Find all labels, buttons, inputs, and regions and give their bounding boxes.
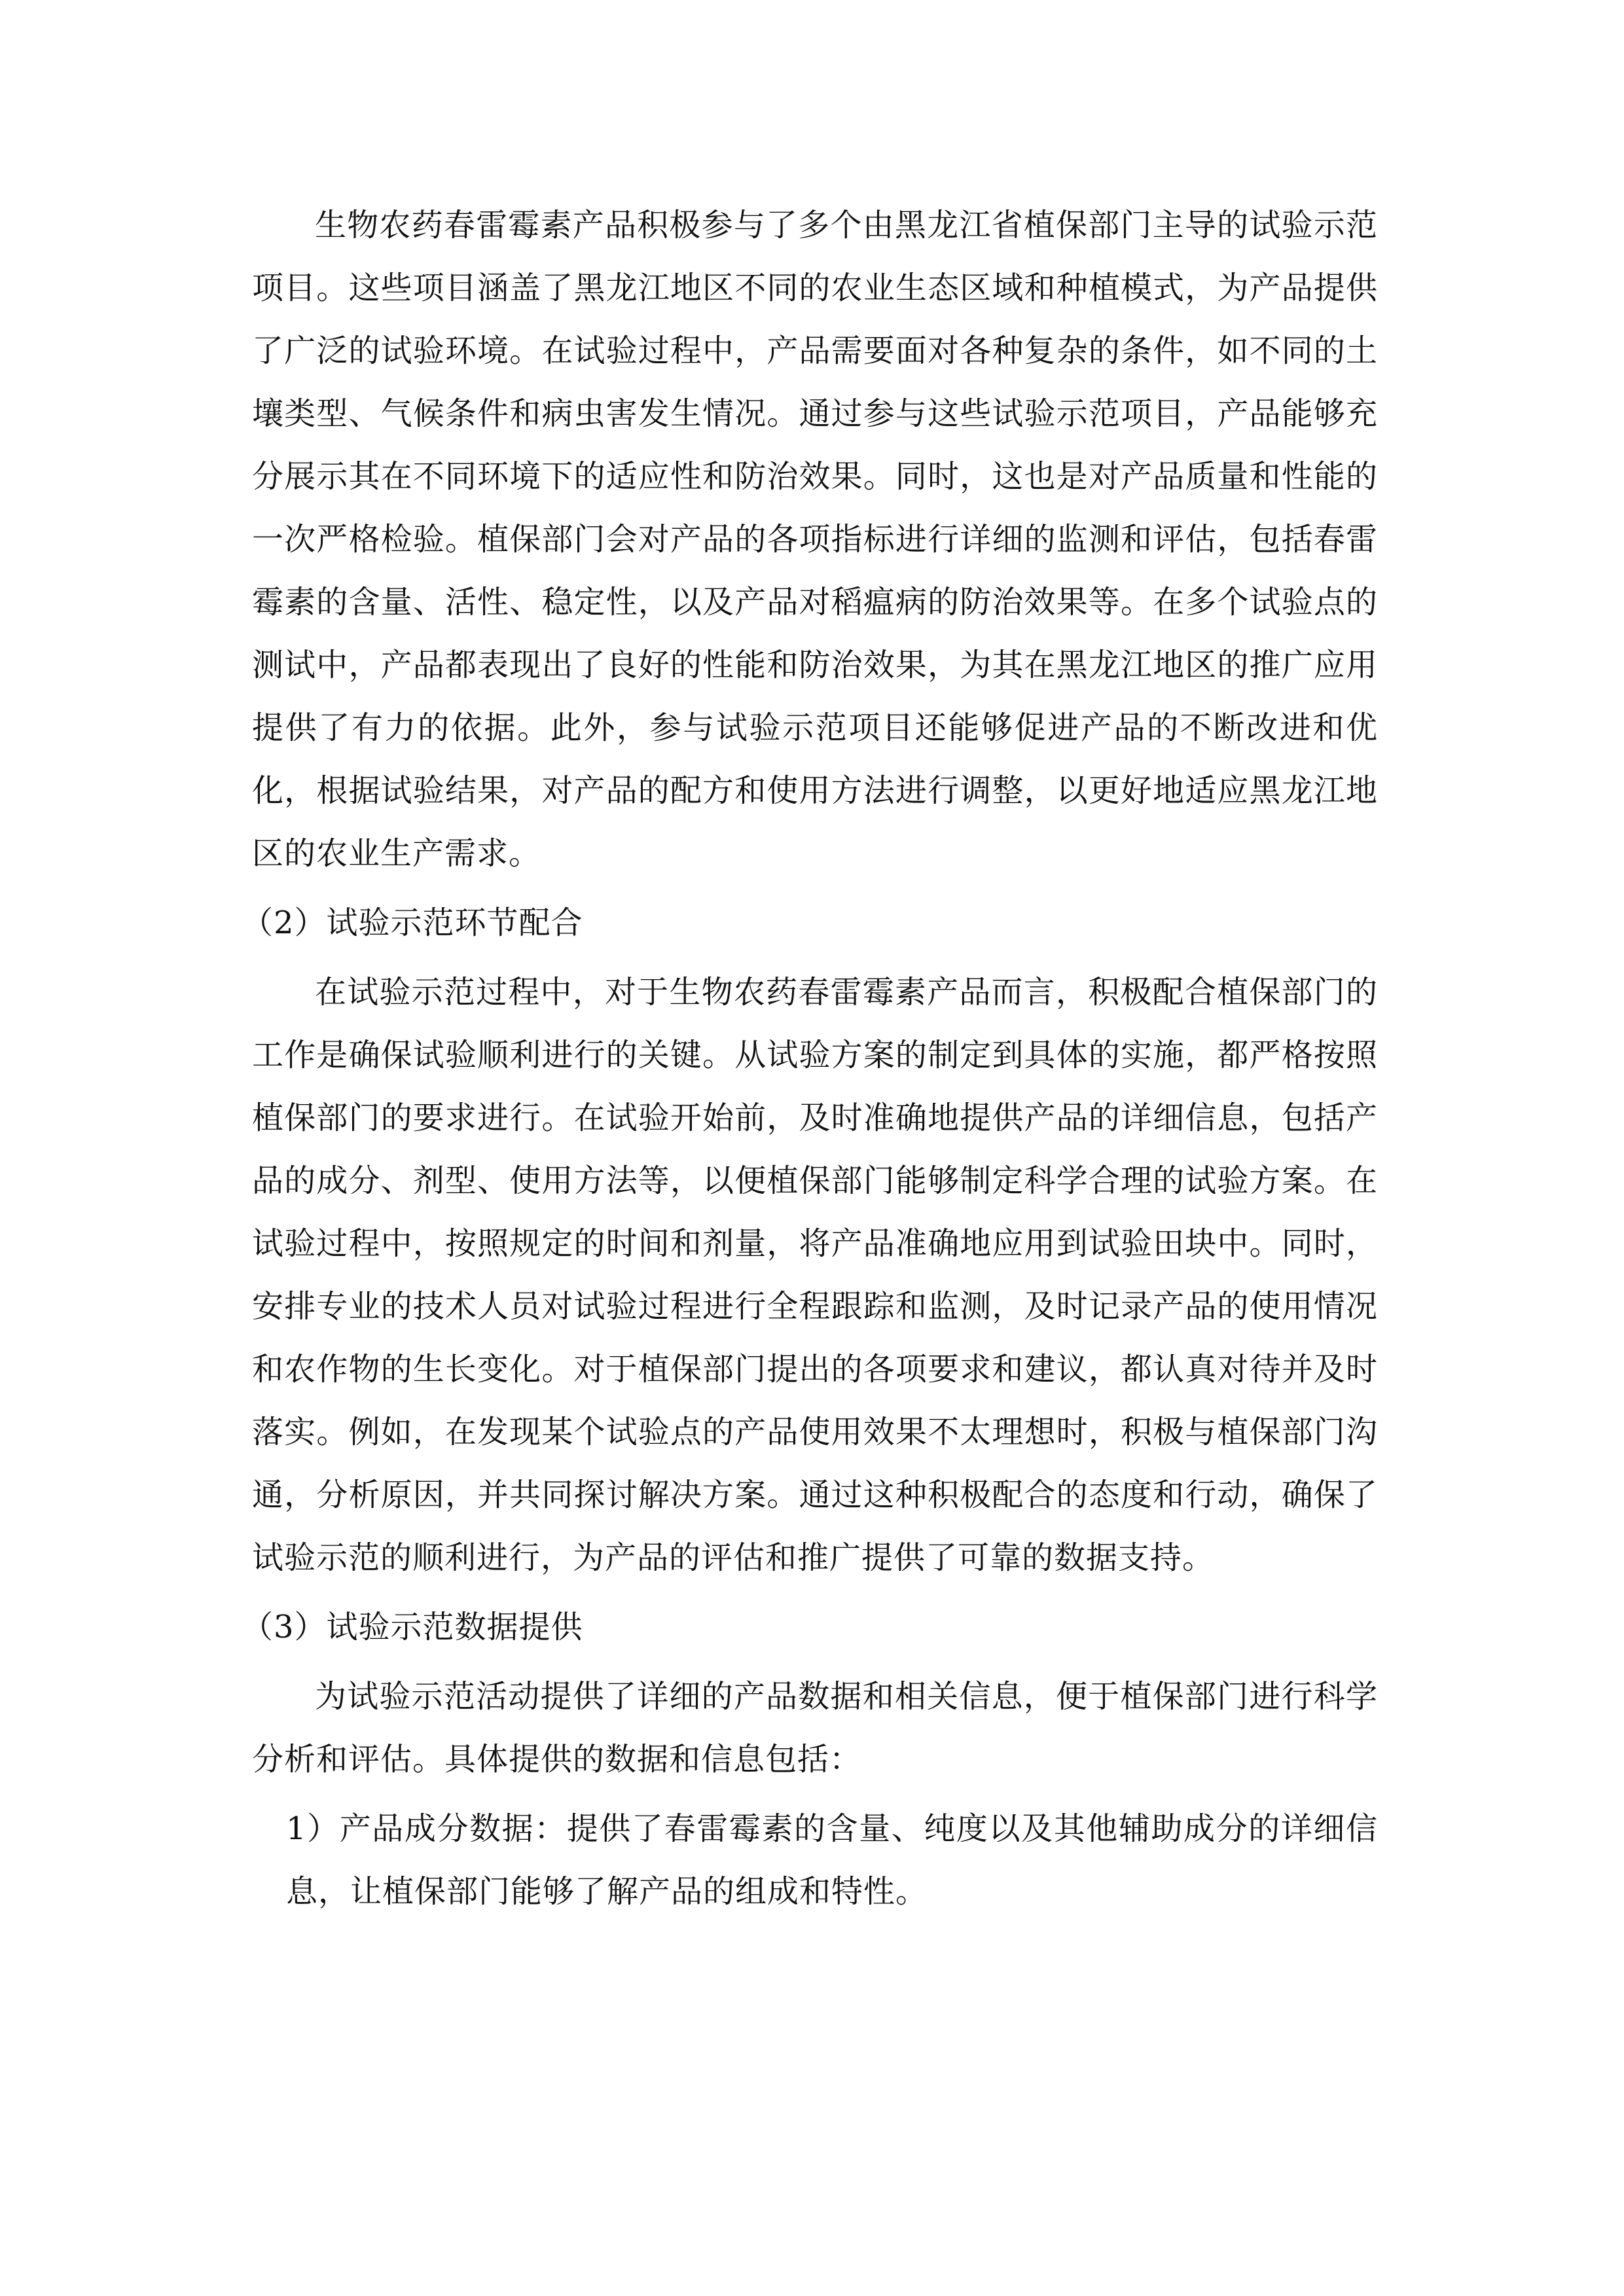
section-heading-trial-data: （3）试验示范数据提供 — [242, 1609, 583, 1645]
section-heading-trial-cooperation: （2）试验示范环节配合 — [242, 905, 583, 941]
list-item-product-composition: 1）产品成分数据：提供了春雷霉素的含量、纯度以及其他辅助成分的详细信息，让植保部门能够了解产品的组成和特性。 — [286, 1810, 1378, 1910]
paragraph-trial-data: 为试验示范活动提供了详细的产品数据和相关信息，便于植保部门进行科学分析和评估。具体提供的数据和信息包括： — [252, 1678, 1378, 1778]
document-body — [242, 194, 1378, 1923]
paragraph-trial-cooperation: 在试验示范过程中，对于生物农药春雷霉素产品而言，积极配合植保部门的工作是确保试验顺利进行的关键。从试验方案的制定到具体的实施，都严格按照植保部门的要求进行。在试验开始前，及时准确地提供产品的详细信息，包括产品的成分、剂型、使用方法等，以便植保部门能够制定科学合理的试验方案。在试验过程中，按照规定的时间和剂量，将产品准确地应用到试验田块中。同时，安排专业的技术人员对试验过程进行全程跟踪和监测，及时记录产品的使用情况和农作物的生长变化。对于植保部门提出的各项要求和建议，都认真对待并及时落实。例如，在发现某个试验点的产品使用效果不太理想时，积极与植保部门沟通，分析原因，并共同探讨解决方案。通过这种积极配合的态度和行动，确保了试验示范的顺利进行，为产品的评估和推广提供了可靠的数据支持。 — [252, 974, 1378, 1576]
paragraph-trial-participation: 生物农药春雷霉素产品积极参与了多个由黑龙江省植保部门主导的试验示范项目。这些项目涵盖了黑龙江地区不同的农业生态区域和种植模式，为产品提供了广泛的试验环境。在试验过程中，产品需要面对各种复杂的条件，如不同的土壤类型、气候条件和病虫害发生情况。通过参与这些试验示范项目，产品能够充分展示其在不同环境下的适应性和防治效果。同时，这也是对产品质量和性能的一次严格检验。植保部门会对产品的各项指标进行详细的监测和评估，包括春雷霉素的含量、活性、稳定性，以及产品对稻瘟病的防治效果等。在多个试验点的测试中，产品都表现出了良好的性能和防治效果，为其在黑龙江地区的推广应用提供了有力的依据。此外，参与试验示范项目还能够促进产品的不断改进和优化，根据试验结果，对产品的配方和使用方法进行调整，以更好地适应黑龙江地区的农业生产需求。 — [252, 207, 1378, 872]
